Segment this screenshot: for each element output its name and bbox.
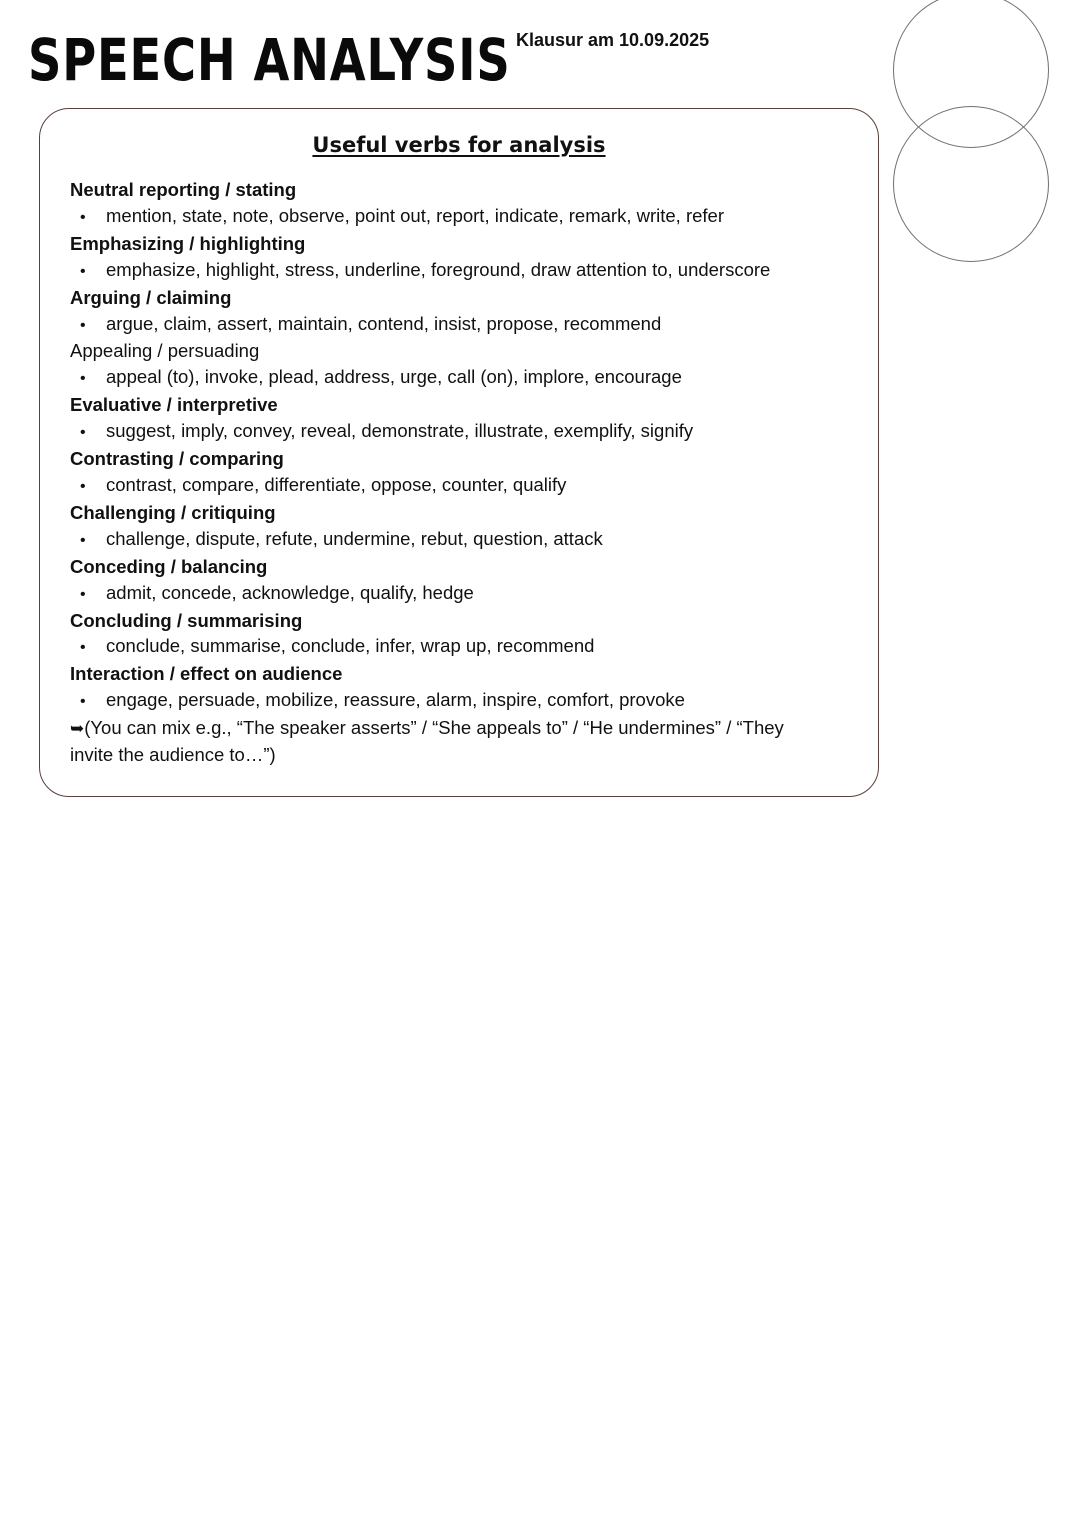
verb-list: challenge, dispute, refute, undermine, rebut, question, attack <box>106 527 603 549</box>
verb-list: contrast, compare, differentiate, oppose, counter, qualify <box>106 473 567 495</box>
category-title: Arguing / claiming <box>70 286 232 308</box>
bullet-icon: • <box>80 262 86 280</box>
verbs-card <box>39 108 879 797</box>
card-body <box>70 177 838 768</box>
verb-list-item <box>70 364 838 392</box>
bullet-icon: • <box>80 585 86 603</box>
verb-list: emphasize, highlight, stress, underline, foreground, draw attention to, underscore <box>106 258 771 280</box>
category-title: Conceding / balancing <box>70 555 268 577</box>
category-title: Challenging / critiquing <box>70 501 276 523</box>
category-title: Evaluative / interpretive <box>70 394 278 416</box>
verb-list: engage, persuade, mobilize, reassure, alarm, inspire, comfort, provoke <box>106 689 685 711</box>
bullet-icon: • <box>80 316 86 334</box>
verb-list: admit, concede, acknowledge, qualify, hedge <box>106 581 474 603</box>
bullet-icon: • <box>80 424 86 442</box>
verb-list: appeal (to), invoke, plead, address, urge, call (on), implore, encourage <box>106 366 682 388</box>
verb-list: conclude, summarise, conclude, infer, wrap up, recommend <box>106 635 595 657</box>
arrow-icon: ➥ <box>70 719 85 739</box>
bullet-icon: • <box>80 208 86 226</box>
category-title: Interaction / effect on audience <box>70 663 343 685</box>
verb-list-item <box>70 203 838 231</box>
verb-list-item <box>70 526 838 554</box>
verb-list-item <box>70 418 838 446</box>
page-title: SPEECH ANALYSIS <box>28 26 511 94</box>
verb-list-item <box>70 687 838 715</box>
bullet-icon: • <box>80 693 86 711</box>
verb-list: argue, claim, assert, maintain, contend, insist, propose, recommend <box>106 312 662 334</box>
usage-note-text: (You can mix e.g., “The speaker asserts” / “She appeals to” / “He undermines” / “They invite the audience to…”) <box>70 717 784 766</box>
verb-list-item <box>70 311 838 339</box>
category-title: Concluding / summarising <box>70 609 303 631</box>
verb-list-item <box>70 633 838 661</box>
verb-list-item <box>70 580 838 608</box>
decorative-circle-bottom <box>893 106 1049 262</box>
bullet-icon: • <box>80 477 86 495</box>
usage-note <box>70 715 800 768</box>
category-title: Neutral reporting / stating <box>70 179 297 200</box>
exam-date: Klausur am 10.09.2025 <box>516 30 710 50</box>
verb-list-item <box>70 257 838 285</box>
verb-list: suggest, imply, convey, reveal, demonstrate, illustrate, exemplify, signify <box>106 420 694 442</box>
bullet-icon: • <box>80 531 86 549</box>
bullet-icon: • <box>80 639 86 657</box>
bullet-icon: • <box>80 370 86 388</box>
verb-list: mention, state, note, observe, point out, report, indicate, remark, write, refer <box>106 204 724 226</box>
category-title: Emphasizing / highlighting <box>70 232 306 254</box>
category-title: Appealing / persuading <box>70 340 260 362</box>
verb-list-item <box>70 472 838 500</box>
card-heading: Useful verbs for analysis <box>312 133 606 157</box>
category-title: Contrasting / comparing <box>70 448 284 470</box>
